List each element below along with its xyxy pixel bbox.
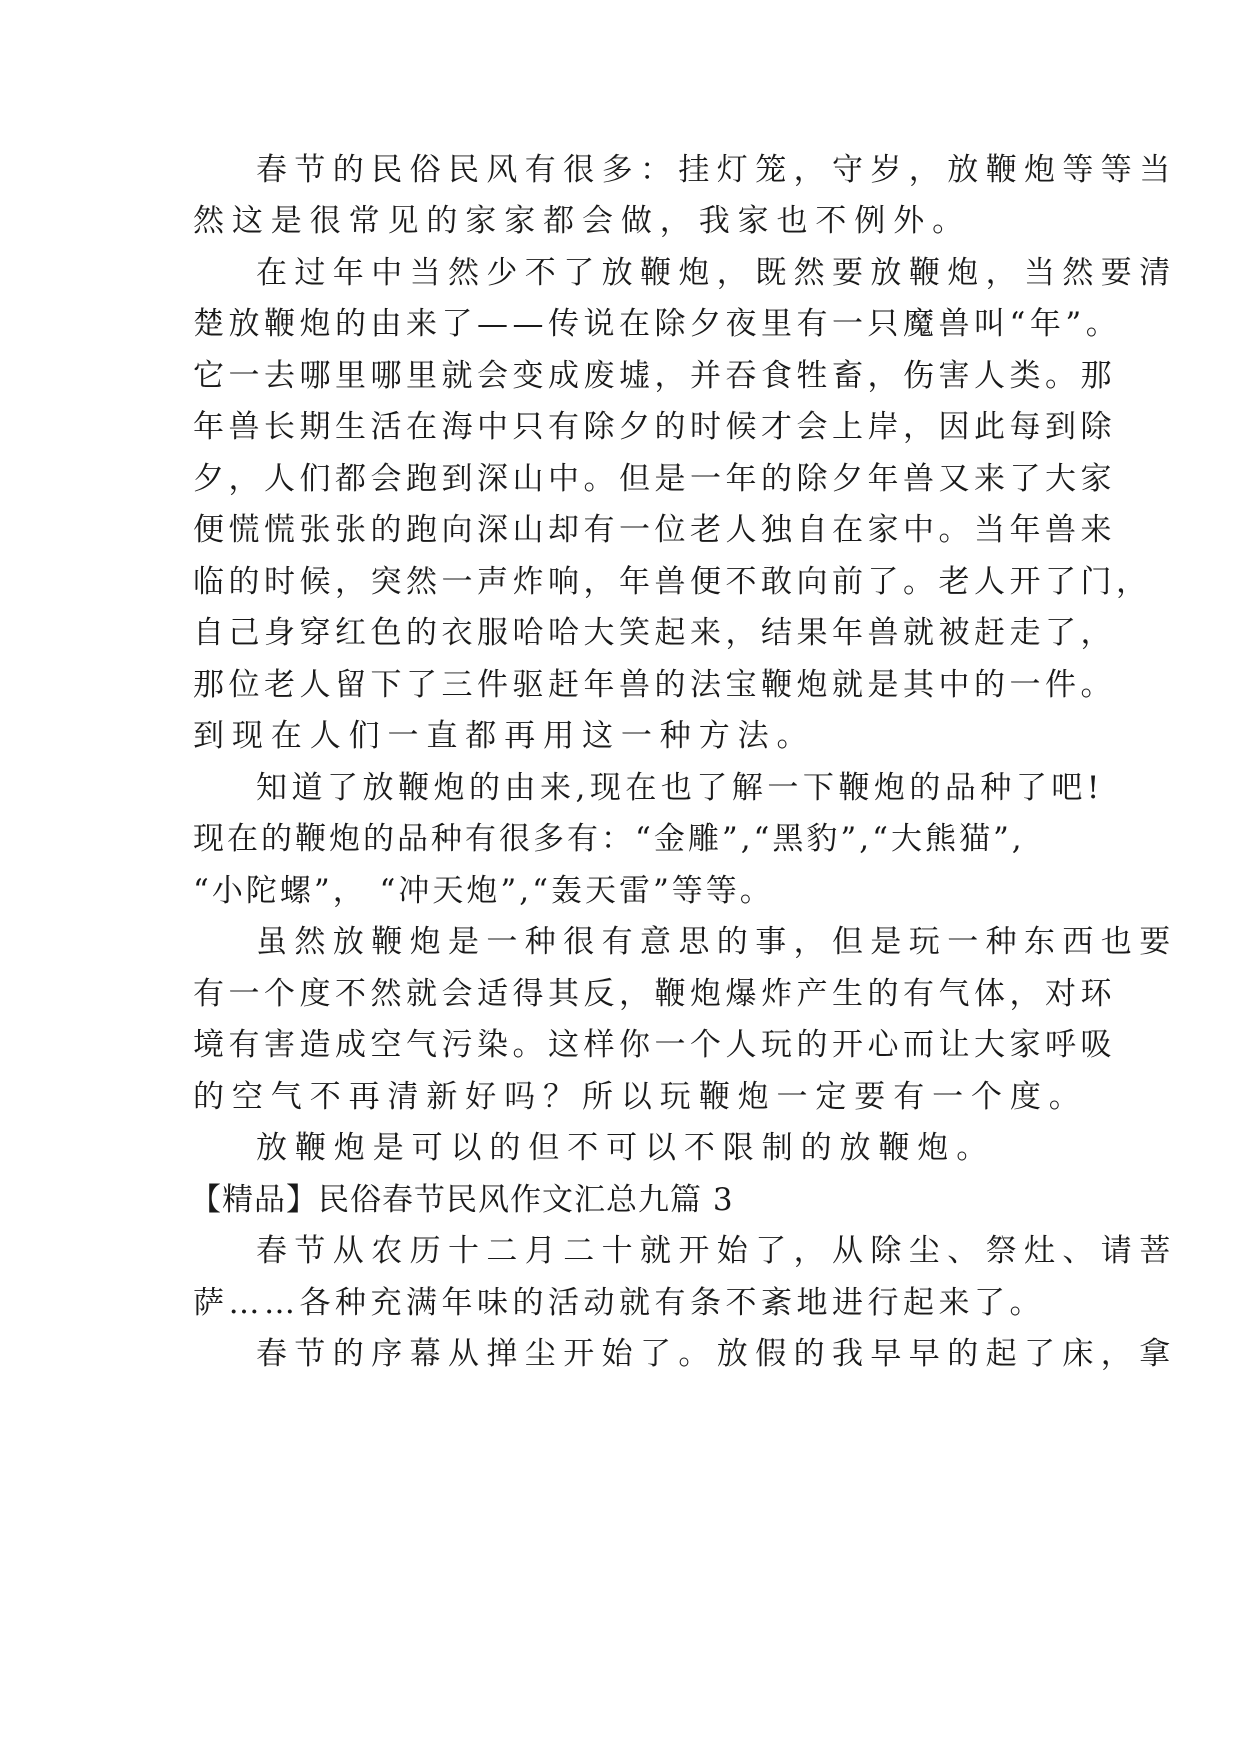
text-line: 春节从农历十二月二十就开始了，从除尘、祭灶、请菩 <box>256 1233 1178 1269</box>
text-line: 年兽长期生活在海中只有除夕的时候才会上岸，因此每到除 <box>193 409 1116 445</box>
text-line: 在过年中当然少不了放鞭炮，既然要放鞭炮，当然要清 <box>256 255 1178 291</box>
text-line: 临的时候，突然一声炸响，年兽便不敢向前了。老人开了门， <box>193 564 1152 600</box>
text-line: 它一去哪里哪里就会变成废墟，并吞食牲畜，伤害人类。那 <box>193 358 1116 394</box>
text-line: “小陀螺”， “冲天炮”,“轰天雷”等等。 <box>193 873 774 909</box>
text-line: 到现在人们一直都再用这一种方法。 <box>193 718 816 754</box>
text-line: 虽然放鞭炮是一种很有意思的事，但是玩一种东西也要 <box>256 924 1178 960</box>
section-heading: 【精品】民俗春节民风作文汇总九篇 3 <box>190 1182 734 1218</box>
text-line: 的空气不再清新好吗？所以玩鞭炮一定要有一个度。 <box>193 1079 1088 1115</box>
text-line: 有一个度不然就会适得其反，鞭炮爆炸产生的有气体，对环 <box>193 976 1116 1012</box>
text-line: 然这是很常见的家家都会做，我家也不例外。 <box>193 203 971 239</box>
text-line: 春节的民俗民风有很多：挂灯笼，守岁，放鞭炮等等当 <box>256 152 1178 188</box>
text-line: 夕，人们都会跑到深山中。但是一年的除夕年兽又来了大家 <box>193 461 1116 497</box>
text-line: 自己身穿红色的衣服哈哈大笑起来，结果年兽就被赶走了， <box>193 615 1116 651</box>
text-line: 放鞭炮是可以的但不可以不限制的放鞭炮。 <box>256 1130 996 1166</box>
text-line: 境有害造成空气污染。这样你一个人玩的开心而让大家呼吸 <box>193 1027 1116 1063</box>
text-line: 萨……各种充满年味的活动就有条不紊地进行起来了。 <box>193 1285 1045 1321</box>
text-line: 那位老人留下了三件驱赶年兽的法宝鞭炮就是其中的一件。 <box>193 667 1116 703</box>
text-line: 现在的鞭炮的品种有很多有：“金雕”,“黑豹”,“大熊猫”, <box>193 821 1025 857</box>
text-line: 春节的序幕从掸尘开始了。放假的我早早的起了床，拿 <box>256 1336 1178 1372</box>
text-line: 知道了放鞭炮的由来,现在也了解一下鞭炮的品种了吧! <box>256 770 1104 806</box>
text-line: 便慌慌张张的跑向深山却有一位老人独自在家中。当年兽来 <box>193 512 1116 548</box>
text-line: 楚放鞭炮的由来了——传说在除夕夜里有一只魔兽叫“年”。 <box>193 306 1122 342</box>
